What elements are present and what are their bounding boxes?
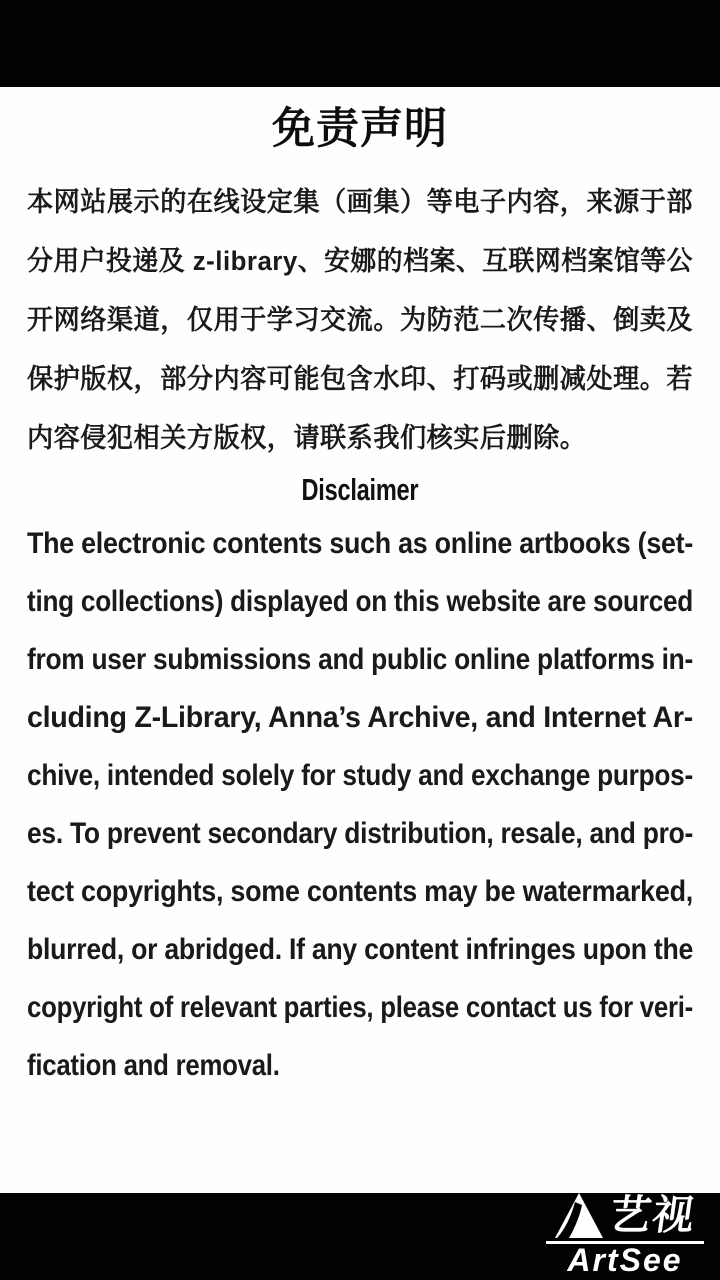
- bottom-letterbox-bar: [0, 1193, 720, 1280]
- en-line-text: chive, intended solely for study and exchange purpos-: [27, 759, 693, 792]
- en-text-line: [27, 631, 693, 689]
- cn-text-line: [27, 170, 693, 229]
- artsee-brand-chinese: 艺视: [606, 1192, 699, 1238]
- en-line-text: ting collections) displayed on this website are sourced: [27, 585, 693, 618]
- chinese-disclaimer-paragraph: [27, 170, 693, 465]
- en-text-line: [27, 515, 693, 573]
- cn-line-text: 本网站展示的在线设定集（画集）等电子内容，来源于部: [27, 187, 693, 217]
- en-line-text: blurred, or abridged. If any content infringes upon the: [27, 933, 693, 966]
- en-text-line: [27, 1037, 693, 1095]
- english-disclaimer-heading-row: [27, 465, 693, 515]
- en-text-line: [27, 979, 693, 1037]
- cn-line-text: 分用户投递及 z-library、安娜的档案、互联网档案馆等公: [27, 246, 693, 276]
- cn-text-line: [27, 229, 693, 288]
- artsee-logo: [546, 1190, 704, 1276]
- mountain-triangle-icon: [555, 1193, 603, 1238]
- cn-text-line: [27, 288, 693, 347]
- en-line-text: tect copyrights, some contents may be watermarked,: [27, 875, 693, 908]
- en-line-text: The electronic contents such as online artbooks (set-: [27, 527, 693, 560]
- en-line-text: copyright of relevant parties, please contact us for veri-: [27, 991, 693, 1024]
- cn-line-text: 保护版权，部分内容可能包含水印、打码或删减处理。若: [27, 364, 693, 394]
- en-text-line: [27, 573, 693, 631]
- en-text-line: [27, 863, 693, 921]
- english-disclaimer-paragraph: [27, 515, 693, 1095]
- cn-text-line: [27, 347, 693, 406]
- en-text-line: [27, 921, 693, 979]
- en-line-text: from user submissions and public online platforms in-: [27, 643, 693, 676]
- en-line-text: es. To prevent secondary distribution, resale, and pro-: [27, 817, 693, 850]
- english-disclaimer-title: Disclaimer: [301, 472, 419, 507]
- chinese-disclaimer-title: 免责声明: [272, 105, 448, 153]
- cn-line-text: 开网络渠道，仅用于学习交流。为防范二次传播、倒卖及: [27, 305, 693, 335]
- top-letterbox-bar: [0, 0, 720, 87]
- en-text-line: [27, 689, 693, 747]
- en-text-line: [27, 747, 693, 805]
- artsee-logo-top-row: [546, 1190, 704, 1238]
- en-line-text: cluding Z-Library, Anna’s Archive, and Internet Ar-: [27, 701, 693, 734]
- cn-line-text: 内容侵犯相关方版权，请联系我们核实后删除。: [27, 423, 587, 453]
- cn-text-line: [27, 406, 693, 465]
- en-text-line: [27, 805, 693, 863]
- en-line-text: fication and removal.: [27, 1049, 280, 1082]
- disclaimer-page: [0, 87, 720, 1193]
- artsee-brand-english: ArtSee: [567, 1242, 683, 1278]
